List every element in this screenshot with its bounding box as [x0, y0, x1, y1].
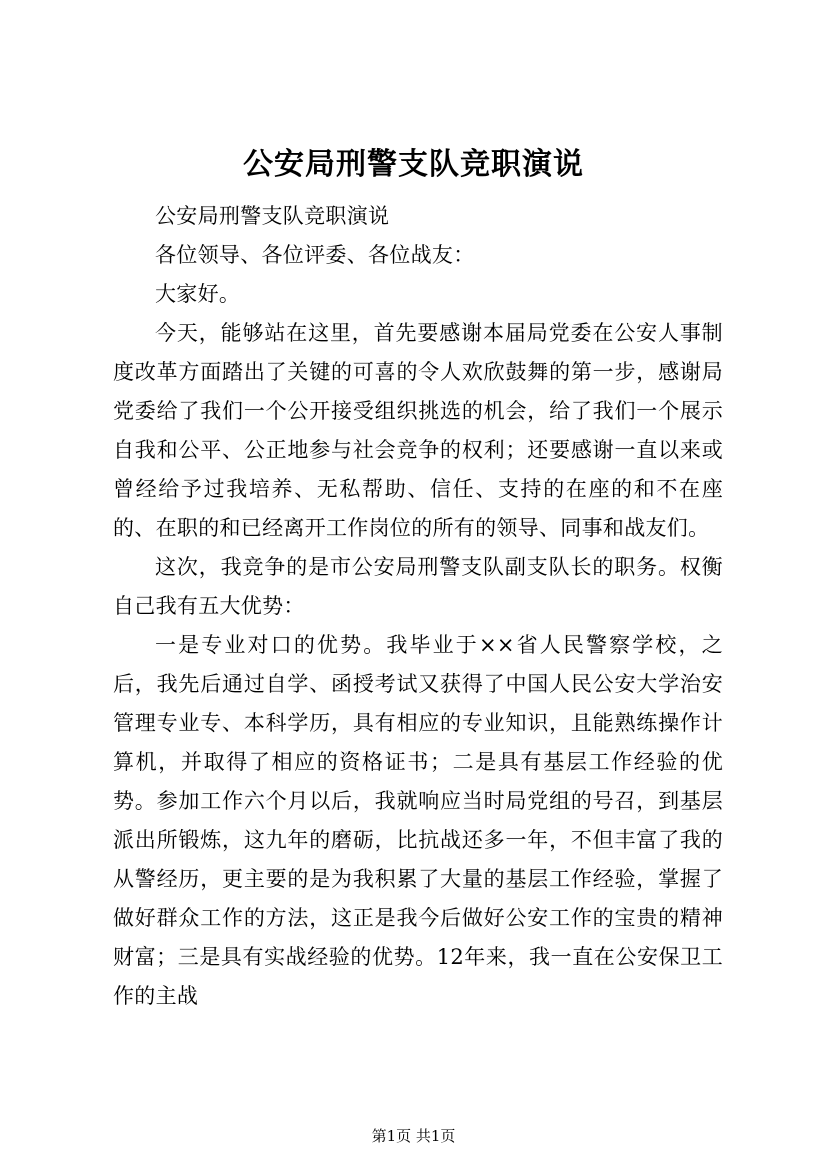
paragraph-greeting: 大家好。 — [155, 282, 241, 306]
document-title: 公安局刑警支队竞职演说 — [243, 147, 584, 182]
paragraph-thanks: 今天，能够站在这里，首先要感谢本届局党委在公安人事制度改革方面踏出了关键的可喜的令人欢欣鼓舞的第一步，感谢局党委给了我们一个公开接受组织挑选的机会，给了我们一个展示自我和公平、公正地参与社会竞争的权利；还要感谢一直以来或曾经给予过我培养、无私帮助、信任、支持的在座的和不在座的、在职的和已经离开工作岗位的所有的领导、同事和战友们。 — [113, 321, 723, 540]
paragraph-salutation: 各位领导、各位评委、各位战友： — [155, 243, 475, 267]
paragraph-position: 这次，我竞争的是市公安局刑警支队副支队长的职务。权衡自己我有五大优势： — [113, 555, 723, 618]
document-body — [113, 197, 723, 1016]
page-footer: 第1页 共1页 — [371, 1127, 456, 1145]
paragraph-subtitle: 公安局刑警支队竞职演说 — [155, 204, 390, 228]
paragraph-advantages: 一是专业对口的优势。我毕业于××省人民警察学校，之后，我先后通过自学、函授考试又获得了中国人民公安大学治安管理专业专、本科学历，具有相应的专业知识，且能熟练操作计算机，并取得了相应的资格证书；二是具有基层工作经验的优势。参加工作六个月以后，我就响应当时局党组的号召，到基层派出所锻炼，这九年的磨砺，比抗战还多一年，不但丰富了我的从警经历，更主要的是为我积累了大量的基层工作经验，掌握了做好群众工作的方法，这正是我今后做好公安工作的宝贵的精神财富；三是具有实战经验的优势。12年来，我一直在公安保卫工作的主战 — [113, 633, 723, 1008]
